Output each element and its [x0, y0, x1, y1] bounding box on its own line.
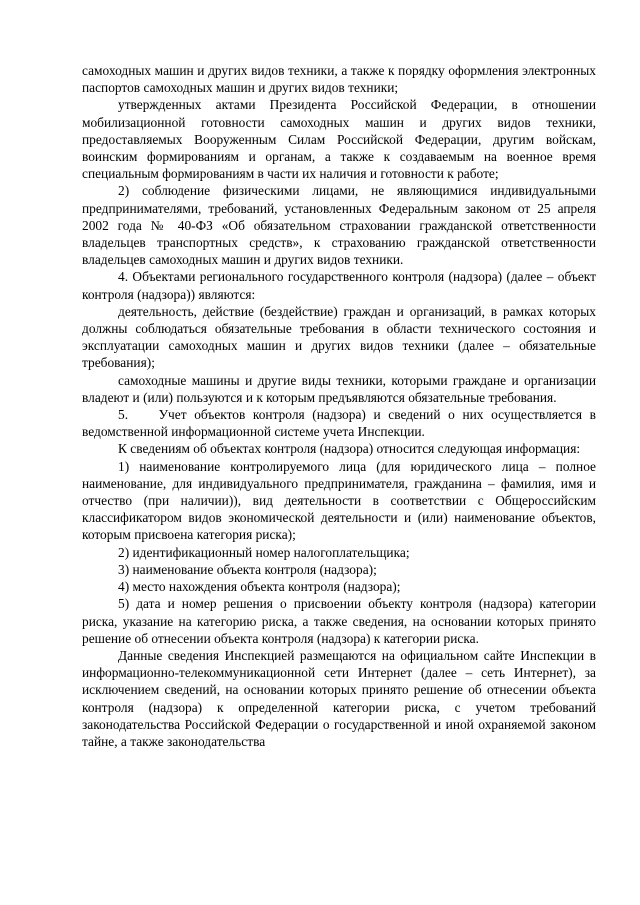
paragraph-10: 3) наименование объекта контроля (надзора);: [118, 561, 377, 577]
paragraph-8: 1) наименование контролируемого лица (для юридического лица – полное наименование, для индивидуального предпринимателя, гражданина – фамилия, имя и отчество (при наличии)), вид деятельности в соответствии с Общероссийским классификатором видов экономической деятельности и (или) наименование объектов, которым присвоена категория риска);: [82, 458, 596, 543]
paragraph-6: 5. Учет объектов контроля (надзора) и сведений о них осуществляется в ведомственной информационной системе учета Инспекции.: [82, 407, 600, 440]
paragraph-12: 5) дата и номер решения о присвоении объекту контроля (надзора) категории риска, указание на категорию риска, а также сведения, на основании которых принято решение об отнесении объекта контроля (надзора) к категории риска.: [82, 596, 596, 646]
paragraph-0: самоходных машин и других видов техники, а также к порядку оформления электронных паспортов самоходных машин и других видов техники;: [82, 63, 596, 96]
paragraph-2: 2) соблюдение физическими лицами, не являющимися индивидуальными предпринимателями, требований, установленных Федеральным законом от 25 апреля 2002 года № 40-ФЗ «Об обязательном страховании гражданской ответственности владельцев транспортных средств», к страхованию гражданской ответственности владельцев самоходных машин и других видов техники.: [82, 183, 596, 268]
paragraph-13: Данные сведения Инспекцией размещаются на официальном сайте Инспекции в информационно-телекоммуникационной сети Интернет (далее – сеть Интернет), за исключением сведений, на основании которых принято решение об отнесении объекта контроля (надзора) к определенной категории риска, с учетом требований законодательства Российской Федерации о государственной и иной охраняемой законом тайне, а также законодательства: [82, 647, 596, 749]
paragraph-4: деятельность, действие (бездействие) граждан и организаций, в рамках которых должны соблюдаться обязательные требования в области технического состояния и эксплуатации самоходных машин и других видов техники (далее – обязательные требования);: [82, 303, 596, 371]
paragraph-9: 2) идентификационный номер налогоплательщика;: [118, 544, 410, 560]
paragraph-1: утвержденных актами Президента Российской Федерации, в отношении мобилизационной готовности самоходных машин и других видов техники, предоставляемых Вооруженным Силам Российской Федерации, другим войскам, воинским формированиям и органам, а также к создаваемым на военное время специальным формированиям в части их наличия и готовности к работе;: [82, 97, 596, 182]
paragraph-11: 4) место нахождения объекта контроля (надзора);: [118, 579, 401, 595]
paragraph-3: 4. Объектами регионального государственного контроля (надзора) (далее – объект контроля (надзора)) являются:: [82, 269, 596, 302]
paragraph-7: К сведениям об объектах контроля (надзора) относится следующая информация:: [118, 441, 581, 457]
paragraph-5: самоходные машины и другие виды техники, которыми граждане и организации владеют и (или) пользуются и к которым предъявляются обязательные требования.: [82, 372, 596, 405]
document-page: [82, 62, 600, 750]
